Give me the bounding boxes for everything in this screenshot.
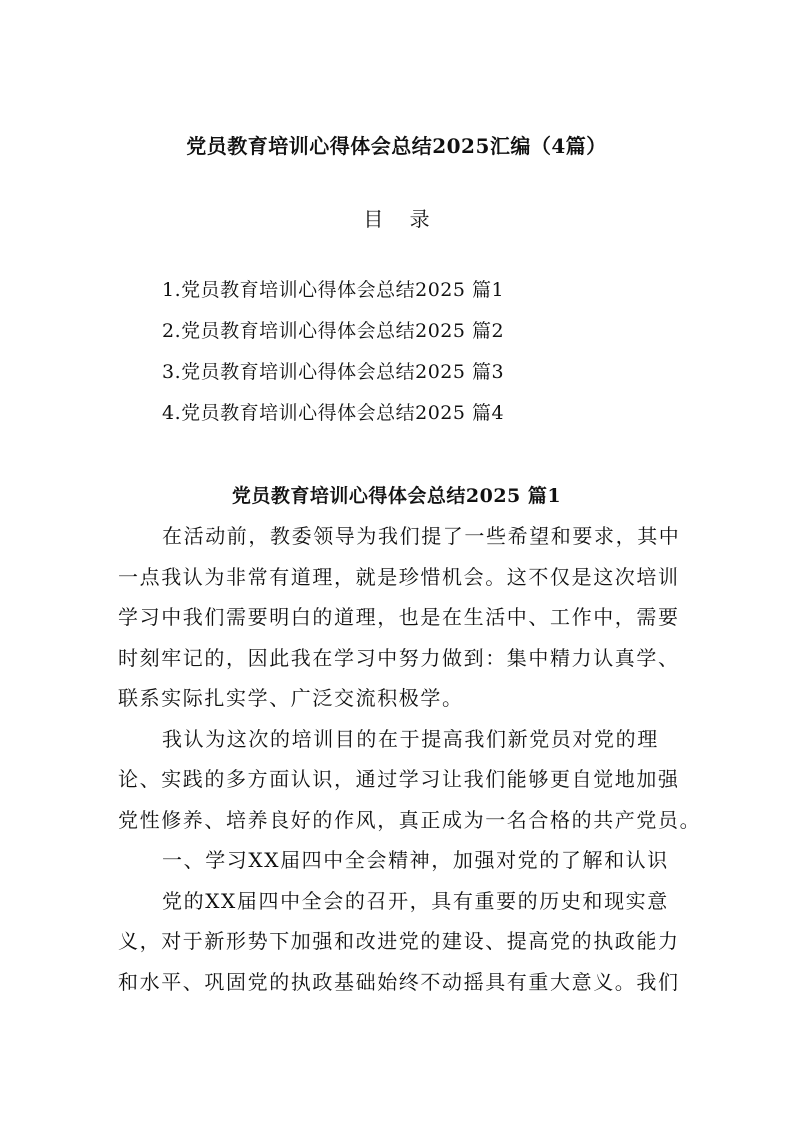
paragraph-line: 义，对于新形势下加强和改进党的建设、提高党的执政能力 [118,929,680,953]
paragraph-line: 时刻牢记的，因此我在学习中努力做到：集中精力认真学、 [118,645,680,670]
paragraph-line: 论、实践的多方面认识，通过学习让我们能够更自觉地加强 [118,767,680,791]
toc-item-3: 3.党员教育培训心得体会总结2025 篇3 [162,361,505,383]
table-of-contents [162,270,504,434]
paragraph-line: 联系实际扎实学、广泛交流积极学。 [118,686,464,710]
paragraph-line: 和水平、巩固党的执政基础始终不动摇具有重大意义。我们 [118,969,680,994]
body-text [118,516,702,1002]
paragraph-line: 学习中我们需要明白的道理，也是在生活中、工作中，需要 [118,605,680,629]
paragraph-line: 在活动前，教委领导为我们提了一些希望和要求，其中 [162,524,681,548]
paragraph-line: 我认为这次的培训目的在于提高我们新党员对党的理 [162,726,659,751]
toc-item-4: 4.党员教育培训心得体会总结2025 篇4 [162,402,505,424]
section-title: 党员教育培训心得体会总结2025 篇1 [231,485,562,507]
toc-heading: 目 录 [363,207,440,231]
paragraph-line: 一点我认为非常有道理，就是珍惜机会。这不仅是这次培训 [118,564,680,589]
toc-item-2: 2.党员教育培训心得体会总结2025 篇2 [162,320,505,342]
document-title: 党员教育培训心得体会总结2025汇编（4篇） [186,134,607,158]
paragraph-line: 党性修养、培养良好的作风，真正成为一名合格的共产党员。 [118,807,702,832]
toc-item-1: 1.党员教育培训心得体会总结2025 篇1 [162,279,505,301]
subheading-line: 一、学习XX届四中全会精神，加强对党的了解和认识 [162,848,669,872]
paragraph-line: 党的XX届四中全会的召开，具有重要的历史和现实意 [162,888,669,913]
